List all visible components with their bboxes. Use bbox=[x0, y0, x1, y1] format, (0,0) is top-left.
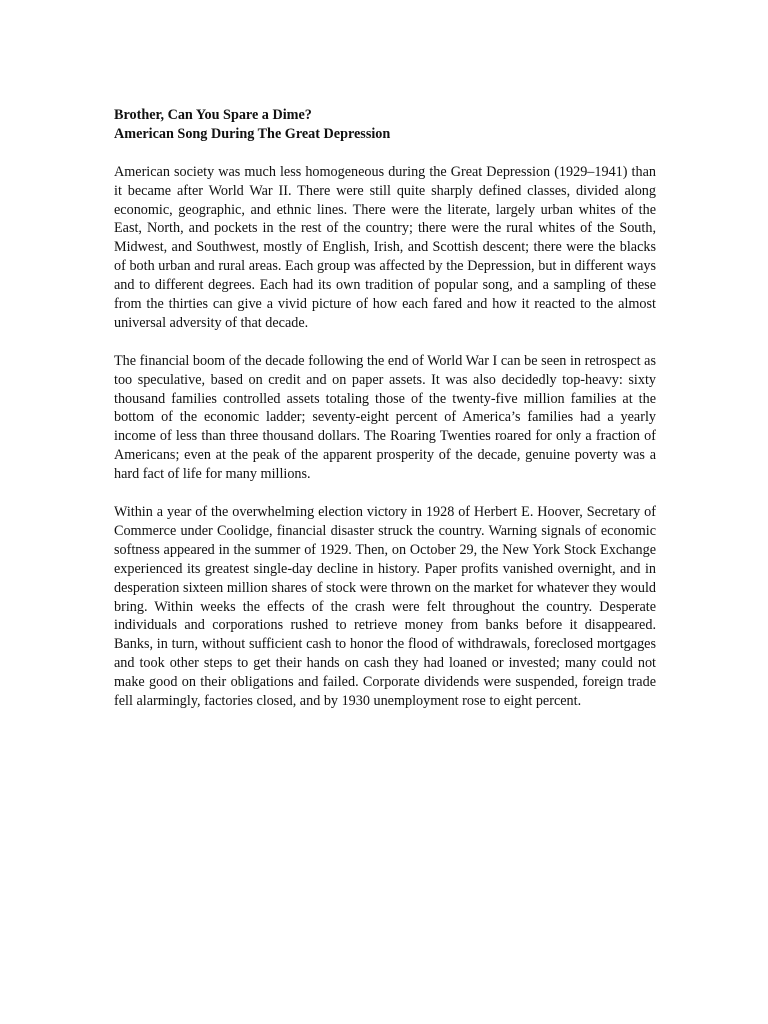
document-title bbox=[114, 106, 656, 144]
title-line-2: American Song During The Great Depression bbox=[114, 125, 391, 142]
paragraph-3: Within a year of the overwhelming election victory in 1928 of Herbert E. Hoover, Secretary of Commerce under Coolidge, financial disaster struck the country. Warning signals of economic softness appeared in the summer of 1929. Then, on October 29, the New York Stock Exchange experienced its greatest single-day decline in history. Paper profits vanished overnight, and in desperation sixteen million shares of stock were thrown on the market for whatever they would bring. Within weeks the effects of the crash were felt throughout the country. Desperate individuals and corporations rushed to retrieve money from banks before it disappeared. Banks, in turn, without sufficient cash to honor the flood of withdrawals, foreclosed mortgages and took other steps to get their hands on cash they had loaned or invested; many could not make good on their obligations and failed. Corporate dividends were suspended, foreign trade fell alarmingly, factories closed, and by 1930 unemployment rose to eight percent. bbox=[114, 503, 656, 710]
paragraph-1: American society was much less homogeneous during the Great Depression (1929–1941) than it became after World War II. There were still quite sharply defined classes, divided along economic, geographic, and ethnic lines. There were the literate, largely urban whites of the East, North, and pockets in the rest of the country; there were the rural whites of the South, Midwest, and Southwest, mostly of English, Irish, and Scottish descent; there were the blacks of both urban and rural areas. Each group was affected by the Depression, but in different ways and to different degrees. Each had its own tradition of popular song, and a sampling of these from the thirties can give a vivid picture of how each fared and how it reacted to the almost universal adversity of that decade. bbox=[114, 163, 656, 331]
paragraph-2: The financial boom of the decade following the end of World War I can be seen in retrospect as too speculative, based on credit and on paper assets. It was also decidedly top-heavy: sixty thousand families controlled assets totaling those of the twenty-five million families at the bottom of the economic ladder; seventy-eight percent of America’s families had a yearly income of less than three thousand dollars. The Roaring Twenties roared for only a fraction of Americans; even at the peak of the apparent prosperity of the decade, genuine poverty was a hard fact of life for many millions. bbox=[114, 352, 656, 483]
title-line-1: Brother, Can You Spare a Dime? bbox=[114, 107, 312, 123]
document-page bbox=[114, 106, 656, 711]
